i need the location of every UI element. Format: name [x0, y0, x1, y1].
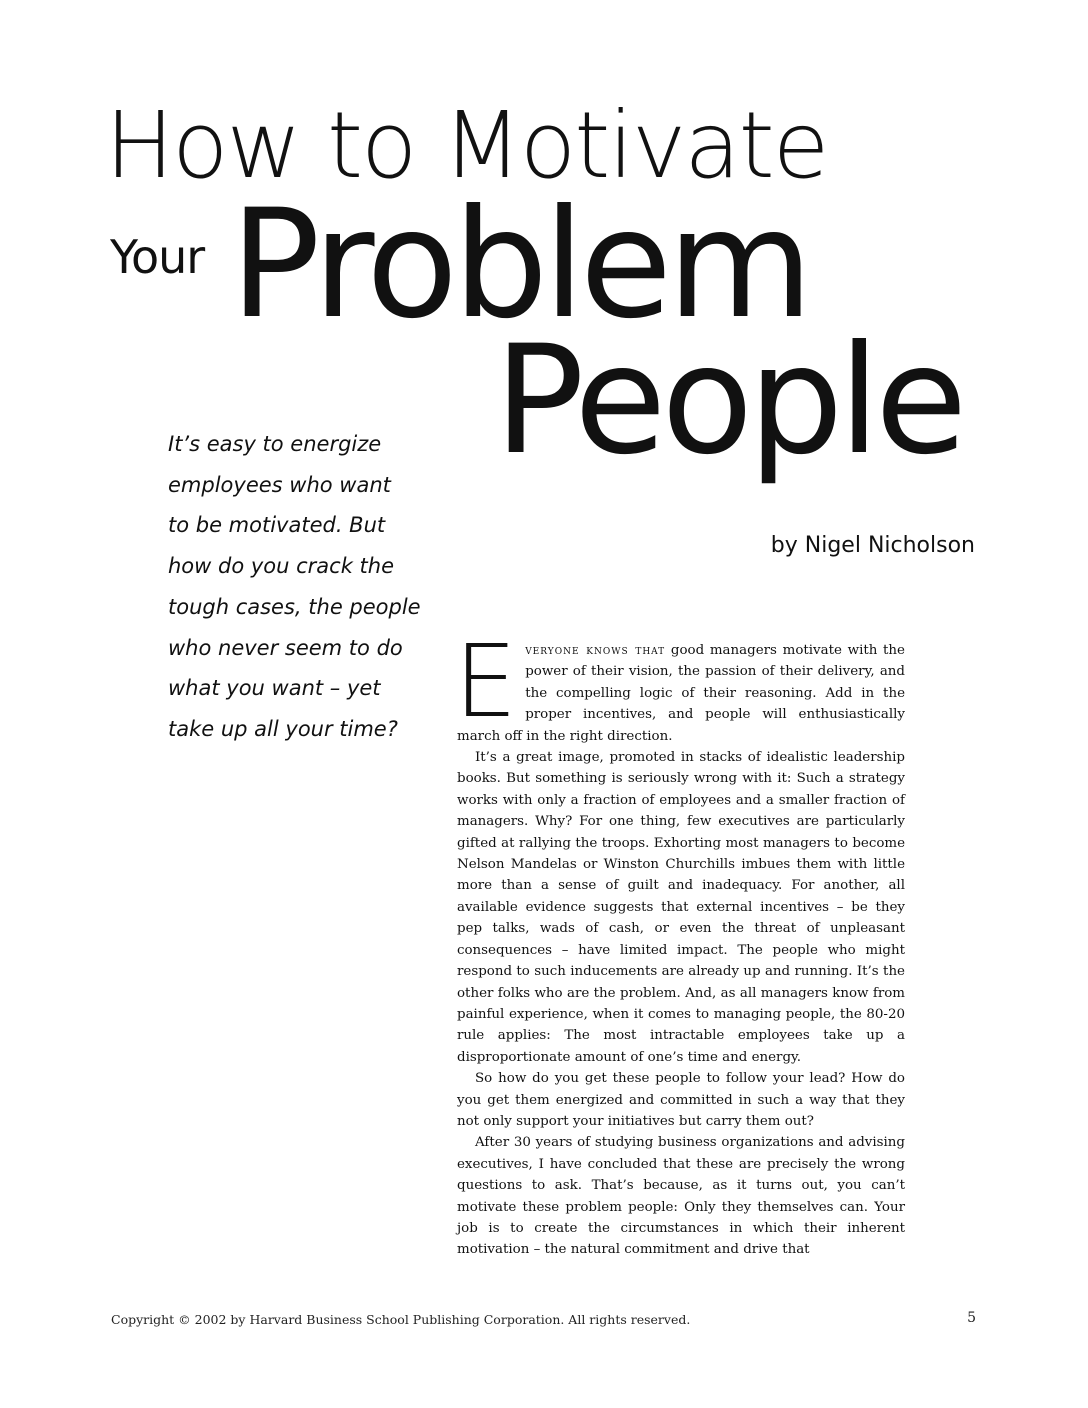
- deck-line: who never seem to do: [168, 635, 403, 660]
- paragraph-1-text: good managers motivate with the power of their vision, the passion of their delivery, and the compelling logic of their reasoning. Add in the proper incentives, and people will enthusiastically march off in the right direction.: [457, 643, 905, 744]
- copyright-notice: Copyright © 2002 by Harvard Business School Publishing Corporation. All rights reserved.: [111, 1312, 691, 1327]
- body-paragraph-4: After 30 years of studying business organizations and advising executives, I have concluded that these are precisely the wrong questions to ask. That’s because, as it turns out, you can’t motivate these problem people: Only they themselves can. Your job is to create the circumstances in which their inherent motivation – the natural commitment and drive that: [457, 1135, 905, 1258]
- drop-cap: E: [454, 623, 518, 740]
- title-word-problem: Problem: [230, 178, 809, 352]
- article-body: [454, 623, 905, 1261]
- deck-line: employees who want: [168, 472, 391, 497]
- lead-in-smallcaps: veryone knows that: [525, 643, 666, 658]
- deck-line: to be motivated. But: [168, 513, 386, 538]
- title-word-your: Your: [110, 230, 205, 284]
- author-byline: by Nigel Nicholson: [770, 533, 975, 558]
- deck-line: how do you crack the: [168, 554, 395, 579]
- deck-line: It’s easy to energize: [168, 432, 382, 456]
- body-paragraph-1: [454, 623, 905, 747]
- title-word-people: People: [494, 314, 963, 488]
- body-paragraph-2: It’s a great image, promoted in stacks of idealistic leadership books. But something is seriously wrong with it: Such a strategy works with only a fraction of employees and a smaller fraction of managers. Why? For one thing, few executives are particularly gifted at rallying the troops. Exhorting most managers to become Nelson Mandelas or Winston Churchills imbues them with little more than a sense of guilt and inadequacy. For another, all available evidence suggests that external incentives – be they pep talks, wads of cash, or even the threat of unpleasant consequences – have limited impact. The people who might respond to such inducements are already up and running. It’s the other folks who are the problem. And, as all managers know from painful experience, when it comes to managing people, the 80-20 rule applies: The most intractable employees take up a disproportionate amount of one’s time and energy.: [457, 750, 905, 1065]
- title-line-1: How to Motivate: [105, 92, 828, 199]
- deck-line: take up all your time?: [168, 716, 398, 741]
- body-paragraph-3: So how do you get these people to follow your lead? How do you get them energized and committed in such a way that they not only support your initiatives but carry them out?: [457, 1071, 905, 1129]
- deck-line: tough cases, the people: [168, 594, 421, 619]
- deck-line: what you want – yet: [168, 676, 381, 701]
- page-number: 5: [967, 1310, 976, 1326]
- article-deck: [168, 424, 428, 750]
